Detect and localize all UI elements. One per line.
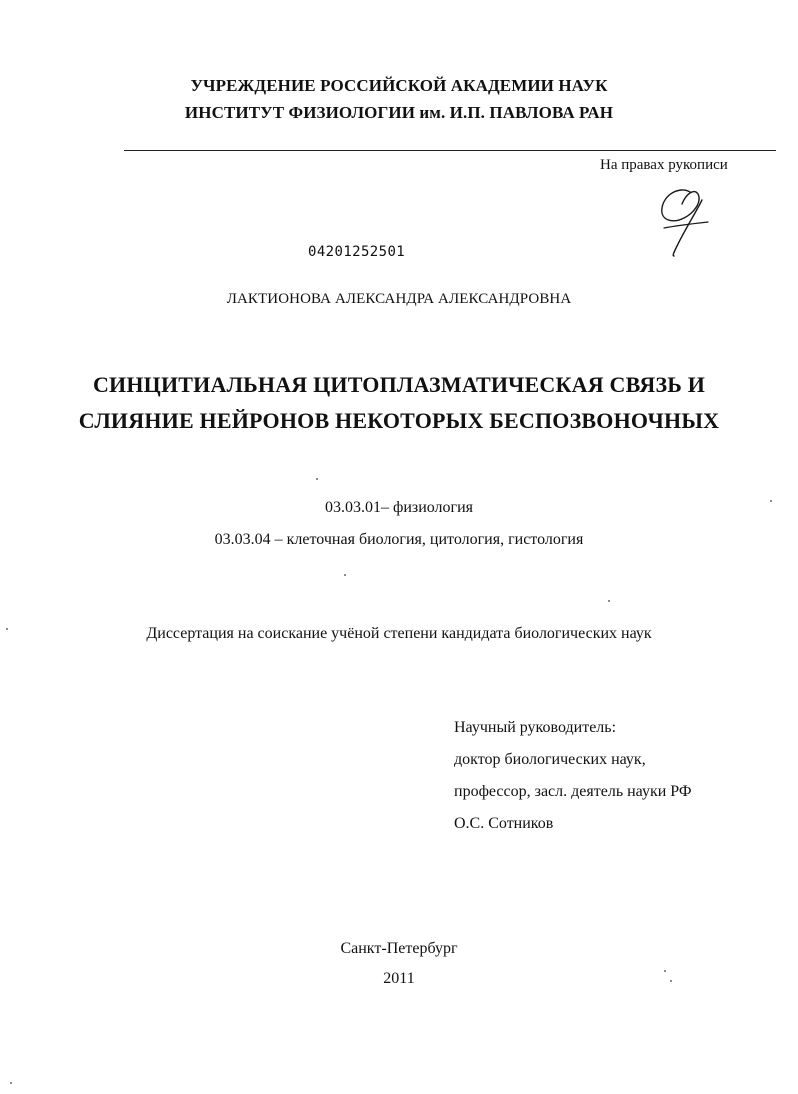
manuscript-note: На правах рукописи [600,157,728,173]
scan-speck [344,574,346,576]
dissertation-statement: Диссертация на соискание учёной степени кандидата биологических наук [146,625,652,642]
supervisor-position: профессор, засл. деятель науки РФ [454,783,692,800]
institution-line-1: УЧРЕЖДЕНИЕ РОССИЙСКОЙ АКАДЕМИИ НАУК [190,76,608,95]
year: 2011 [383,970,415,987]
author-name: ЛАКТИОНОВА АЛЕКСАНДРА АЛЕКСАНДРОВНА [226,291,572,307]
dissertation-title-line-2: СЛИЯНИЕ НЕЙРОНОВ НЕКОТОРЫХ БЕСПОЗВОНОЧНЫХ [78,408,720,433]
supervisor-label: Научный руководитель: [454,719,617,736]
handwritten-signature [650,180,720,260]
city: Санкт-Петербург [340,940,458,957]
specialty-physiology: 03.03.01– физиология [324,499,474,516]
scan-speck [10,1082,12,1084]
header-divider [124,150,776,151]
dissertation-title-line-1: СИНЦИТИАЛЬНАЯ ЦИТОПЛАЗМАТИЧЕСКАЯ СВЯЗЬ И [92,372,706,397]
supervisor-name: О.С. Сотников [454,815,554,832]
scan-speck [316,478,318,480]
scan-speck [670,980,672,982]
specialty-cell-biology: 03.03.04 – клеточная биология, цитология, гистология [214,531,584,548]
scan-speck [6,628,8,630]
scan-speck [608,600,610,602]
supervisor-degree: доктор биологических наук, [454,751,646,768]
scan-speck [664,970,666,972]
scan-speck [770,500,772,502]
registration-code: 04201252501 [308,244,406,260]
institution-line-2: ИНСТИТУТ ФИЗИОЛОГИИ им. И.П. ПАВЛОВА РАН [184,103,614,122]
